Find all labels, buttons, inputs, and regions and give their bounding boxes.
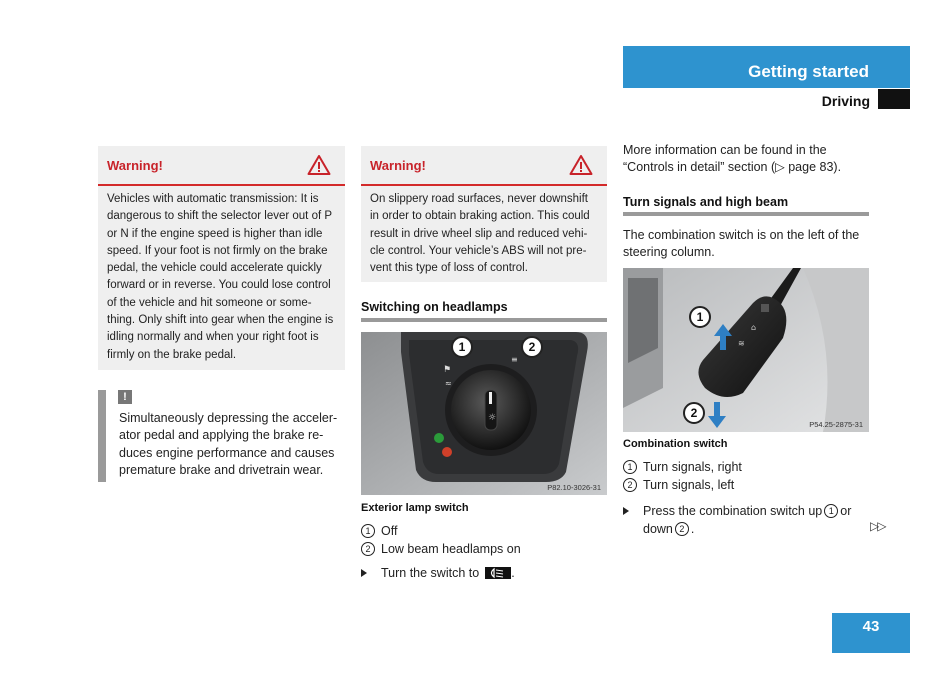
instruction-turn-switch [361, 564, 515, 582]
heading-rule [361, 318, 607, 322]
warning-line: vent this type of loss of control. [370, 262, 528, 275]
warning-line: of the vehicle and hit someone or some- [107, 296, 312, 309]
exterior-lamp-switch-photo [361, 332, 607, 495]
instruction-text: down [643, 522, 673, 536]
svg-text:⌂: ⌂ [751, 323, 757, 332]
number-circle: 1 [361, 524, 375, 538]
callout-1: 1 [689, 306, 711, 328]
instruction-line [623, 502, 873, 520]
subsection-marker [878, 89, 910, 109]
svg-text:≋: ≋ [738, 339, 745, 348]
note-exclamation-icon: ! [118, 390, 132, 404]
svg-text:☼: ☼ [488, 413, 497, 423]
photo-code: P54.25-2875-31 [809, 420, 863, 429]
warning-text [98, 186, 345, 372]
number-circle: 2 [361, 542, 375, 556]
heading-switching-headlamps: Switching on headlamps [361, 300, 508, 314]
warning-line: result in drive wheel slip and reduced vehi- [370, 227, 588, 240]
number-circle: 1 [623, 460, 637, 474]
warning-header [361, 146, 607, 186]
svg-text:⚑: ⚑ [443, 365, 452, 375]
instruction-text: Turn the switch to [381, 566, 480, 580]
page-number: 43 [832, 613, 910, 653]
low-beam-icon [485, 567, 511, 579]
svg-text:≈: ≈ [445, 379, 452, 388]
warning-triangle-icon [569, 154, 593, 176]
photo-code: P82.10-3026-31 [547, 483, 601, 492]
section-title-bar [623, 46, 910, 88]
list-item-text: Off [381, 524, 398, 538]
list-item-text: Low beam headlamps on [381, 542, 521, 556]
number-circle: 2 [623, 478, 637, 492]
warning-line: Vehicles with automatic transmission: It is [107, 193, 319, 205]
callout-2: 2 [521, 336, 543, 358]
para-line: The combination switch is on the left of the [623, 228, 860, 242]
warning-header [98, 146, 345, 186]
intro-paragraph [623, 142, 883, 177]
combination-switch-photo [623, 268, 869, 432]
note-line: duces engine performance and causes [119, 445, 335, 460]
svg-text:≡: ≡ [511, 355, 518, 364]
caption-combination-switch: Combination switch [623, 438, 728, 450]
legend-list [623, 458, 742, 494]
instruction-text: . [690, 522, 695, 536]
instruction-end: . [511, 566, 515, 580]
warning-line: forward or in reverse. You could lose control [107, 279, 331, 292]
list-item [623, 458, 742, 476]
instruction-text: or [840, 504, 852, 518]
combination-paragraph [623, 227, 883, 262]
bullet-arrow-icon [623, 507, 629, 515]
instruction-line [623, 520, 873, 538]
heading-rule [623, 212, 869, 216]
warning-line: pedal, the vehicle could accelerate quickly [107, 262, 322, 275]
warning-line: firmly on the brake pedal. [107, 348, 237, 361]
note-bar [98, 390, 106, 482]
note-text [119, 410, 349, 480]
warning-line: thing. Only shift into gear when the engine is [107, 314, 334, 327]
para-line: steering column. [623, 245, 715, 260]
instruction-press-switch [623, 502, 873, 538]
warning-line: cle control. Your vehicle’s ABS will not pre- [370, 244, 587, 257]
warning-line: On slippery road surfaces, never downshift [370, 193, 588, 205]
intro-line: “Controls in detail” section (▷ page 83). [623, 160, 842, 175]
caption-exterior-lamp-switch: Exterior lamp switch [361, 502, 469, 514]
callout-1: 1 [451, 336, 473, 358]
section-title: Getting started [748, 62, 869, 81]
note-line: premature brake and drivetrain wear. [119, 463, 324, 478]
number-circle: 2 [675, 522, 689, 536]
continued-marker: ▷▷ [870, 519, 885, 533]
subsection-title: Driving [821, 93, 870, 109]
callout-2: 2 [683, 402, 705, 424]
list-item [361, 522, 521, 540]
list-item [623, 476, 742, 494]
warning-line: in order to obtain braking action. This could [370, 210, 590, 223]
note-line: Simultaneously depressing the acceler- [119, 411, 338, 425]
warning-line: dangerous to shift the selector lever out of P [107, 210, 333, 223]
warning-title: Warning! [107, 157, 163, 173]
list-item [361, 540, 521, 558]
warning-line: speed. If your foot is not firmly on the brake [107, 244, 328, 257]
list-item-text: Turn signals, right [643, 460, 742, 474]
warning-box-automatic [98, 146, 345, 370]
warning-triangle-icon [307, 154, 331, 176]
legend-list [361, 522, 521, 558]
list-item-text: Turn signals, left [643, 478, 735, 492]
warning-box-downshift [361, 146, 607, 282]
heading-turn-signals: Turn signals and high beam [623, 195, 789, 209]
bullet-arrow-icon [361, 569, 367, 577]
warning-line: or N if the engine speed is higher than idle [107, 227, 323, 240]
warning-text [361, 186, 607, 285]
warning-title: Warning! [370, 157, 426, 173]
warning-line: idling normally and when your right foot is [107, 331, 319, 344]
note-line: ator pedal and applying the brake re- [119, 428, 324, 443]
number-circle: 1 [824, 504, 838, 518]
instruction-text: Press the combination switch up [643, 504, 823, 518]
intro-line: More information can be found in the [623, 143, 827, 157]
